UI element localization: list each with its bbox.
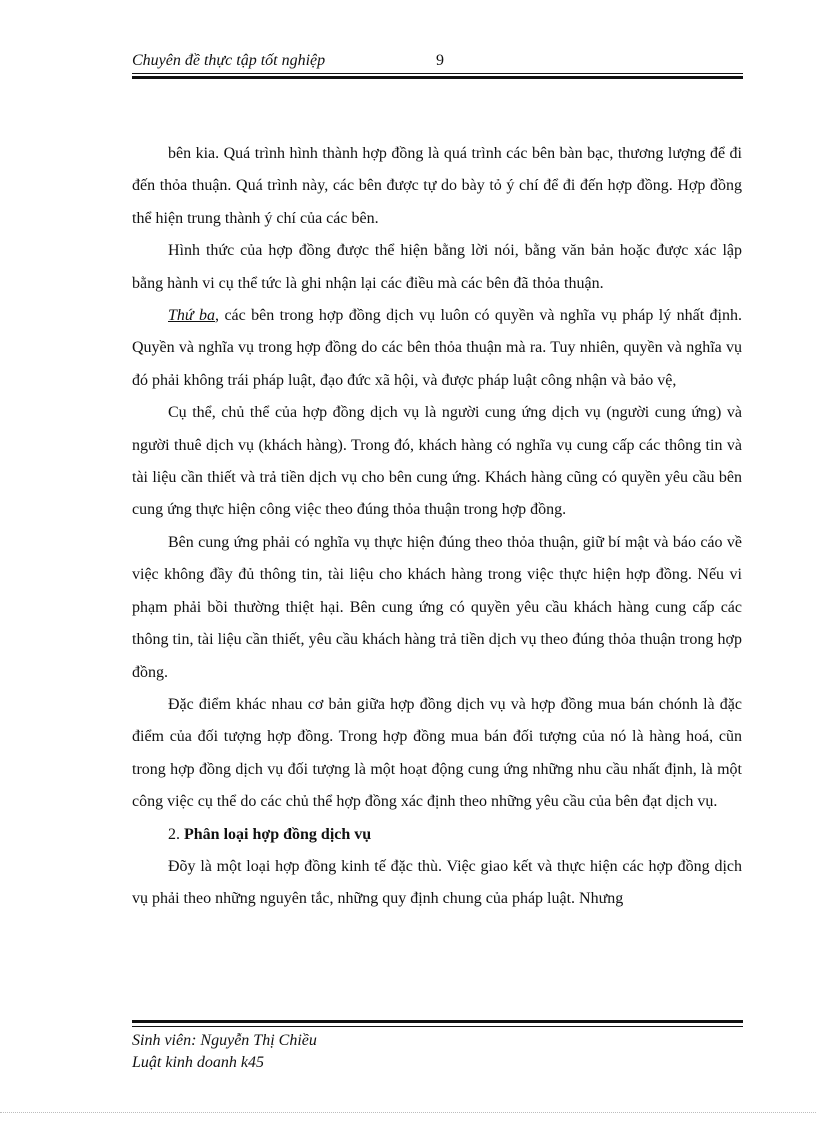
page-edge-divider [0,1112,816,1113]
section-title: Phân loại hợp đồng dịch vụ [184,825,372,843]
footer-rule-thick [132,1020,743,1023]
header-rule-thin [132,73,743,74]
section-heading [132,819,742,851]
footer-rule-thin [132,1026,743,1027]
paragraph: bên kia. Quá trình hình thành hợp đồng là quá trình các bên bàn bạc, thương lượng để đi đến thỏa thuận. Quá trình này, các bên được tự do bày tỏ ý chí để đi đến hợp đồng. Hợp đồng thể hiện trung thành ý chí của các bên. [132,145,742,227]
page-number: 9 [436,52,444,69]
student-name: Sinh viên: Nguyễn Thị Chiều [132,1032,317,1049]
header-rule-thick [132,76,743,79]
paragraph: Đặc điểm khác nhau cơ bản giữa hợp đồng dịch vụ và hợp đồng mua bán chónh là đặc điểm của đối tượng hợp đồng. Trong hợp đồng mua bán đối tượng của nó là hàng hoá, cũn trong hợp đồng dịch vụ đối tượng là một hoạt động cung ứng những nhu cầu nhất định, là một công việc cụ thể do các chủ thể hợp đồng xác định theo những yêu cầu của bên đạt dịch vụ. [132,695,742,811]
page-footer [132,1030,742,1074]
course-name: Luật kinh doanh k45 [132,1054,264,1071]
paragraph: Đõy là một loại hợp đồng kinh tế đặc thù. Việc giao kết và thực hiện các hợp đồng dịch vụ phải theo những nguyên tắc, những quy định chung của pháp luật. Nhưng [132,857,742,908]
paragraph: Hình thức của hợp đồng được thể hiện bằng lời nói, bằng văn bản hoặc được xác lập bằng hành vi cụ thể tức là ghi nhận lại các điều mà các bên đã thỏa thuận. [132,242,742,292]
paragraph: Bên cung ứng phải có nghĩa vụ thực hiện đúng theo thỏa thuận, giữ bí mật và báo cáo về việc không đầy đủ thông tin, tài liệu cho khách hàng trong việc thực hiện hợp đồng. Nếu vi phạm phải bồi thường thiệt hại. Bên cung ứng có quyền yêu cầu khách hàng cung cấp các thông tin, tài liệu cần thiết, yêu cầu khách hàng trả tiền dịch vụ theo đúng thỏa thuận trong hợp đồng. [132,533,742,681]
paragraph: Cụ thể, chủ thể của hợp đồng dịch vụ là người cung ứng dịch vụ (người cung ứng) và người thuê dịch vụ (khách hàng). Trong đó, khách hàng có nghĩa vụ cung cấp các thông tin và tài liệu cần thiết và trả tiền dịch vụ cho bên cung ứng. Khách hàng cũng có quyền yêu cầu bên cung ứng thực hiện công việc theo đúng thỏa thuận trong hợp đồng. [132,404,742,519]
paragraph-third-point [132,300,742,397]
document-title: Chuyên đề thực tập tốt nghiệp [132,52,326,69]
third-point-label: Thứ ba [168,307,216,325]
page-body [132,138,742,916]
page-header [132,52,742,72]
third-point-text: , các bên trong hợp đồng dịch vụ luôn có quyền và nghĩa vụ pháp lý nhất định. Quyền và nghĩa vụ trong hợp đồng do các bên thỏa thuận mà ra. Tuy nhiên, quyền và nghĩa vụ đó phải không trái pháp luật, đạo đức xã hội, và được pháp luật công nhận và bảo vệ, [132,307,743,389]
section-number: 2. [168,825,180,843]
